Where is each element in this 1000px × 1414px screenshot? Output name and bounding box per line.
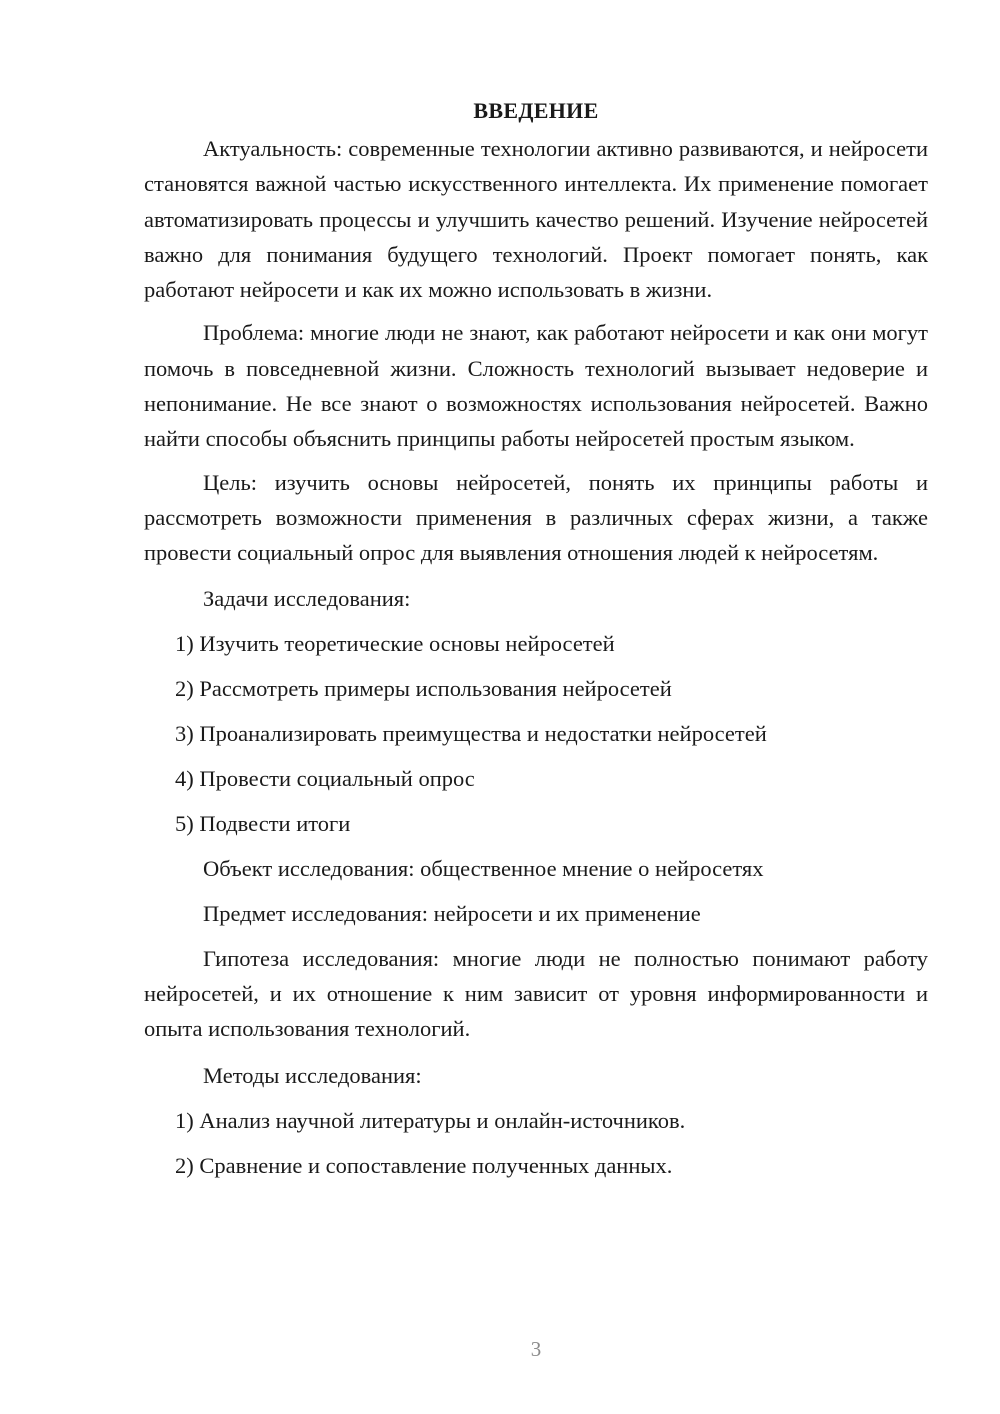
method-item-1: 1) Анализ научной литературы и онлайн-источников.	[175, 1108, 686, 1134]
hypothesis-paragraph: Гипотеза исследования: многие люди не полностью понимают работу нейросетей, и их отношение к ним зависит от уровня информированности и опыта использования технологий.	[144, 945, 928, 1042]
task-item-4: 4) Провести социальный опрос	[175, 765, 475, 791]
problem-paragraph: Проблема: многие люди не знают, как работают нейросети и как они могут помочь в повседневной жизни. Сложность технологий вызывает недоверие и непонимание. Не все знают о возможностях использования нейросетей. Важно найти способы объяснить принципы работы нейросетей простым языком.	[144, 320, 928, 452]
task-item-2: 2) Рассмотреть примеры использования нейросетей	[175, 675, 672, 701]
research-object: Объект исследования: общественное мнение о нейросетях	[203, 855, 764, 881]
task-item-1: 1) Изучить теоретические основы нейросетей	[175, 630, 615, 656]
task-item-5: 5) Подвести итоги	[175, 810, 351, 836]
tasks-heading: Задачи исследования:	[203, 585, 411, 611]
methods-heading: Методы исследования:	[203, 1063, 422, 1089]
section-heading: ВВЕДЕНИЕ	[473, 98, 599, 123]
method-item-2: 2) Сравнение и сопоставление полученных данных.	[175, 1153, 673, 1179]
relevance-paragraph: Актуальность: современные технологии активно развиваются, и нейросети становятся важной частью искусственного интеллекта. Их применение помогает автоматизировать процессы и улучшить качество решений. Изучение нейросетей важно для понимания будущего технологий. Проект помогает понять, как работают нейросети и как их можно использовать в жизни.	[144, 136, 928, 303]
task-item-3: 3) Проанализировать преимущества и недостатки нейросетей	[175, 720, 767, 746]
page-number: 3	[530, 1337, 542, 1361]
research-subject: Предмет исследования: нейросети и их применение	[203, 900, 701, 926]
document-page	[144, 93, 928, 1193]
goal-paragraph: Цель: изучить основы нейросетей, понять их принципы работы и рассмотреть возможности применения в различных сферах жизни, а также провести социальный опрос для выявления отношения людей к нейросетям.	[144, 469, 928, 566]
